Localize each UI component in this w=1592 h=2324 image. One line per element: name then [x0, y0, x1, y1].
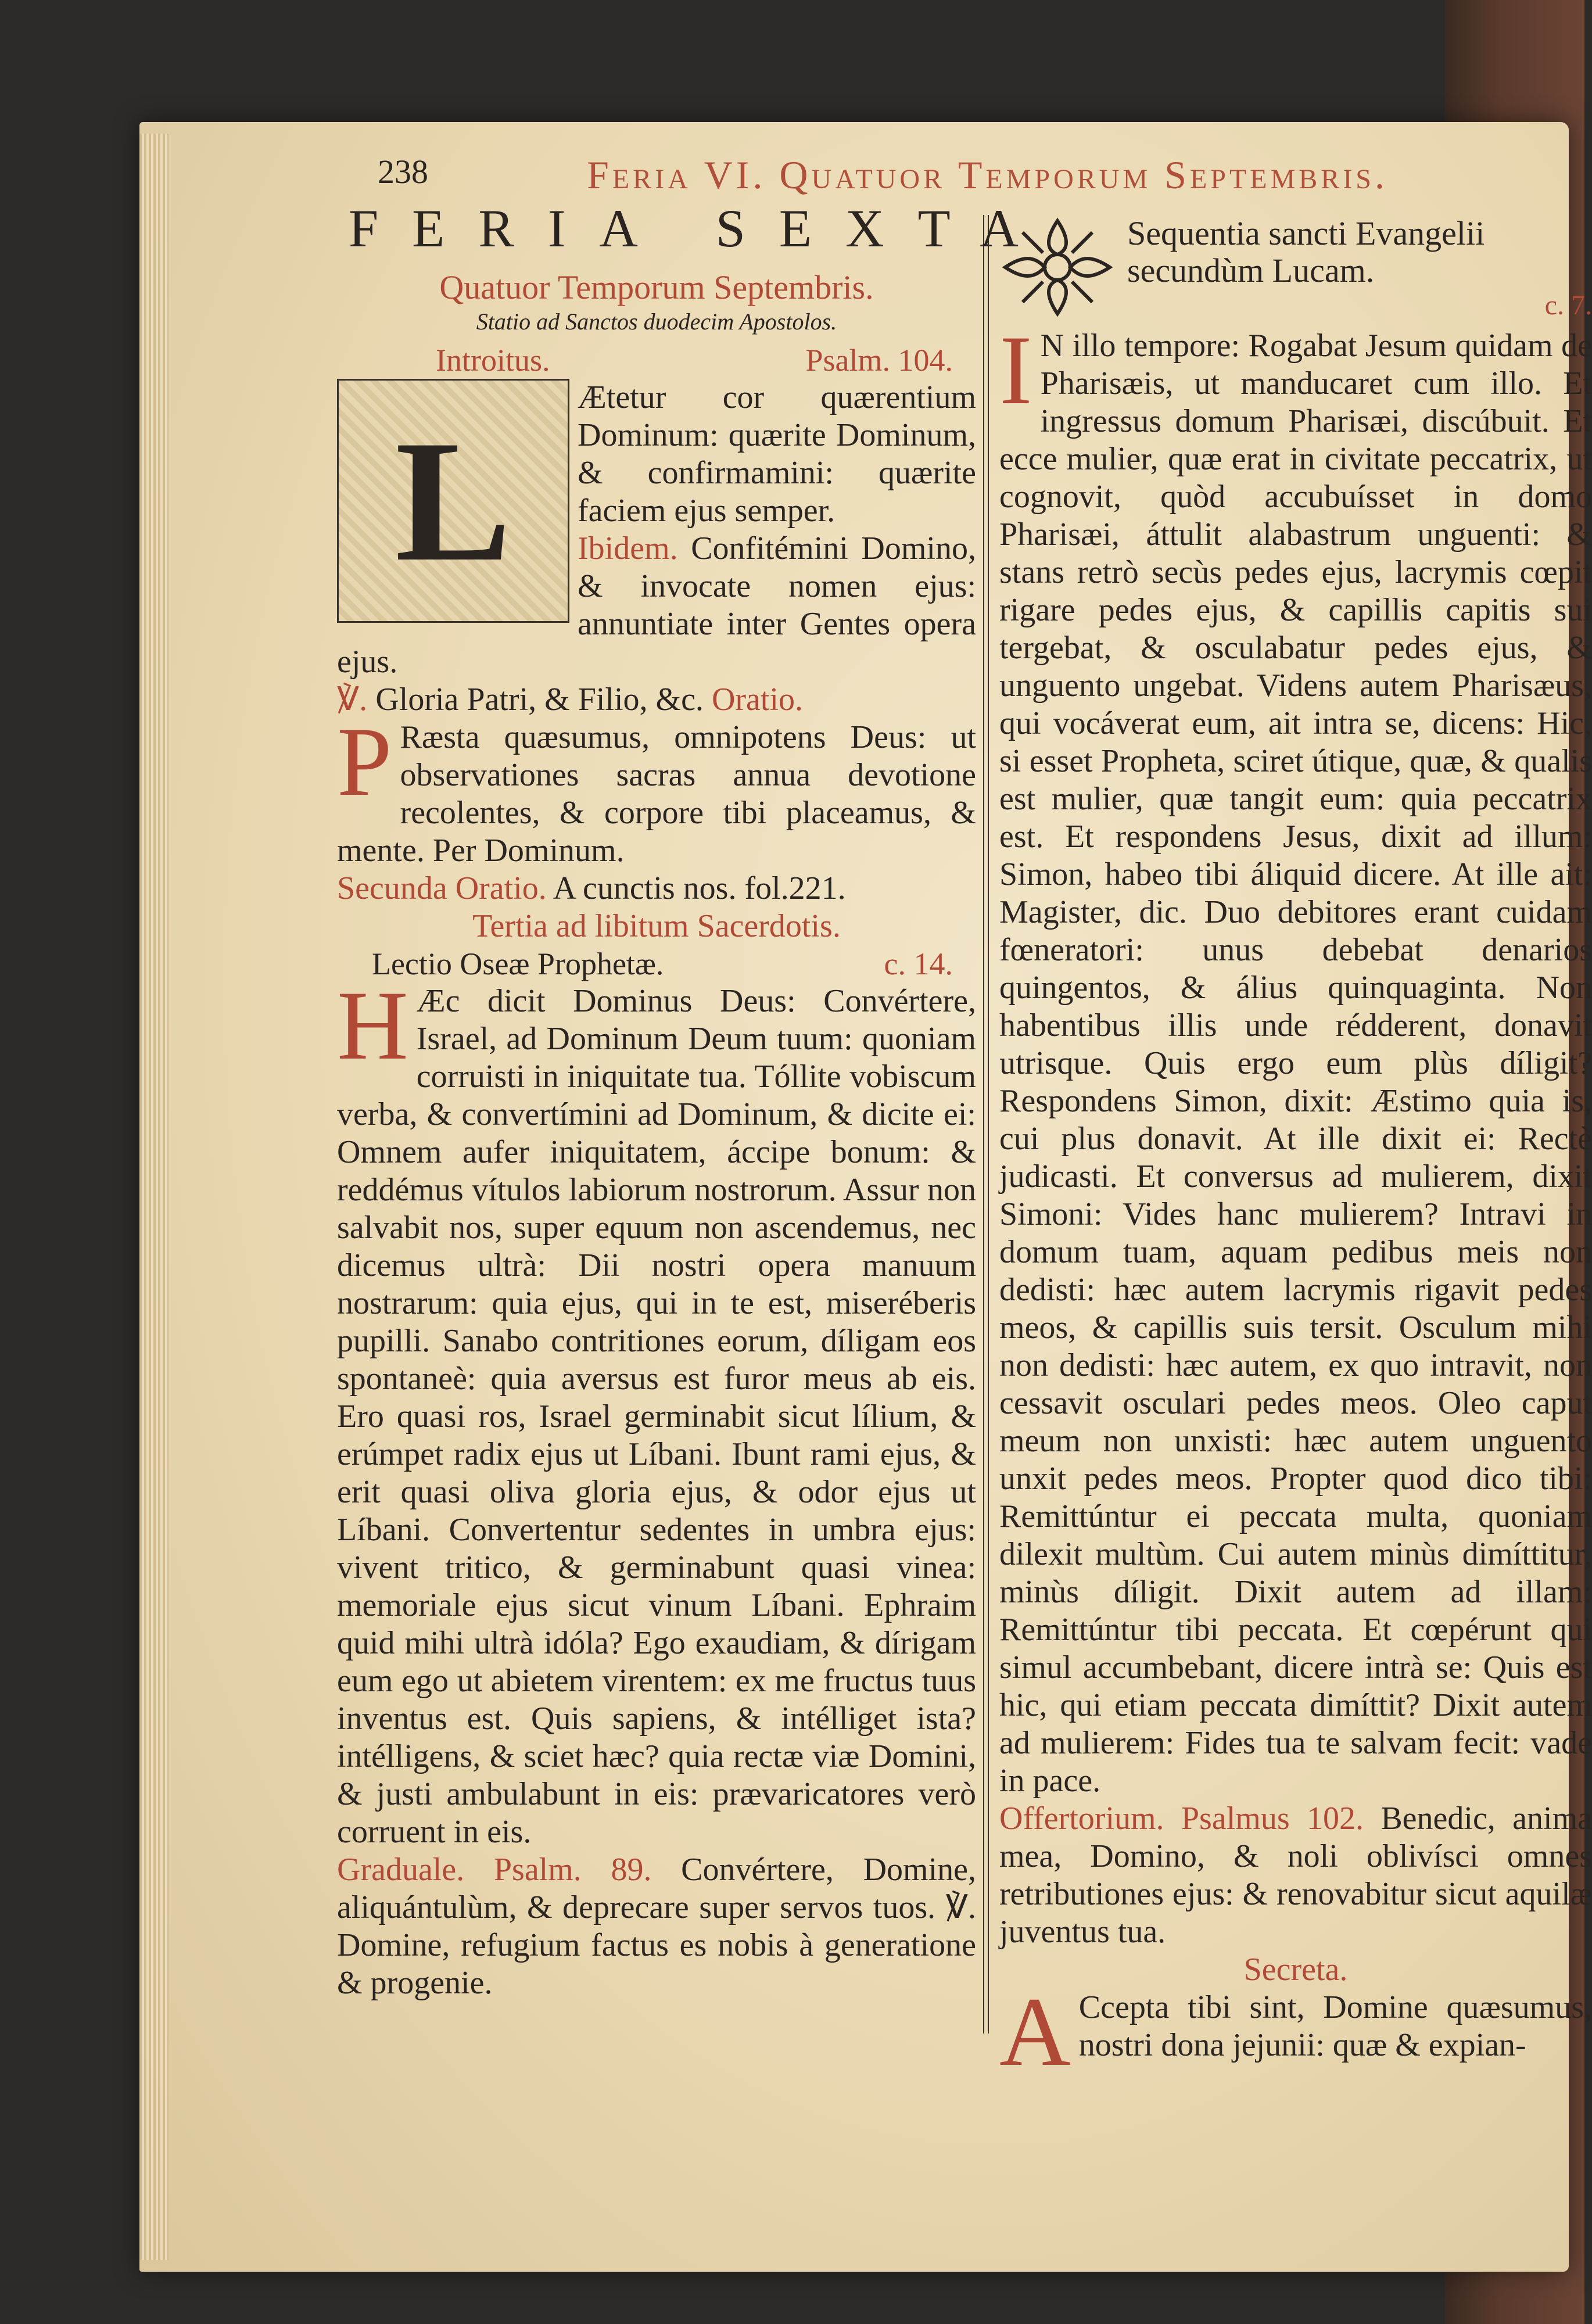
lectio-ref: c. 14. [884, 946, 953, 981]
lectio-title: Lectio Oseæ Prophetæ. [372, 946, 664, 981]
fleuron-ornament-icon [999, 215, 1116, 320]
secreta-label: Secreta. [1243, 1952, 1348, 1988]
graduale-label: Graduale. Psalm. 89. [337, 1852, 652, 1888]
feria-heading: FERIA SEXTA [349, 199, 1052, 258]
gospel-ref: c. 7. [1544, 290, 1592, 321]
right-column [999, 215, 1592, 2219]
running-title: Feria VI. Quatuor Temporum Septembris. [587, 153, 1388, 197]
lectio-text: Æc dicit Dominus Deus: Convértere, Israel, ad Dominum Deum tuum: quoniam corruisti in iniquitate tua. Tóllite vobiscum verba, & convertímini ad Dominum, & dicite ei: Omnem aufer iniquitatem, áccipe bonum: & reddémus vítulos labiorum nostrorum. Assur non salvabit nos, super equum non ascendemus, nec dicemus ultrà: Dii nostri opera manuum nostrarum: quia ejus, qui in te est, miseréberis pupilli. Sanabo contritiones eorum, díligam eos spontaneè: quia aversus est furor meus ab eis. Ero quasi ros, Israel germinabit sicut lílium, & erúmpet radix ejus ut Líbani. Ibunt rami ejus, & erit quasi oliva gloria ejus, & odor ejus ut Líbani. Convertentur sedentes in umbra ejus: vivent tritico, & germinabunt quasi vinea: memoriale ejus sicut vinum Líbani. Ephraim quid mihi ultrà idóla? Ego exaudiam, & dírigam eum ego ut abietem virentem: ex me fructus tuus inventus est. Quis sapiens, & intélliget ista? intélligens, & sciet hæc? quia rectæ viæ Domini, & justi ambulabunt in eis: prævaricatores verò corruent in eis. [337, 983, 976, 1850]
graduale-paragraph [337, 1851, 976, 2002]
introitus-label: Introitus. [436, 343, 550, 378]
running-head [378, 152, 1412, 205]
gloria-line [337, 681, 976, 719]
oratio-label: Oratio. [711, 682, 803, 718]
column-rule [983, 215, 989, 2033]
versicle-symbol: ℣. [337, 682, 368, 718]
page-number: 238 [378, 153, 428, 191]
subheading: Quatuor Temporum Septembris. [439, 268, 874, 306]
gospel-header [999, 215, 1592, 327]
ornamental-initial-l [337, 379, 569, 623]
secreta-block [999, 1977, 1592, 2086]
tertia-line: Tertia ad libitum Sacerdotis. [472, 908, 841, 944]
oratio-block [337, 707, 976, 870]
introitus-ref: Psalm. 104. [805, 343, 953, 378]
page-edges [139, 134, 168, 2260]
secunda-oratio-line [337, 870, 976, 908]
gospel-initial: I [999, 315, 1032, 425]
oratio-initial: P [337, 707, 392, 816]
secunda-text: A cunctis nos. fol.221. [553, 870, 846, 906]
offertorium-label: Offertorium. Psalmus 102. [999, 1801, 1364, 1837]
gloria-text: Gloria Patri, & Filio, &c. [375, 682, 704, 718]
lectio-block [337, 971, 976, 1851]
secreta-initial: A [999, 1977, 1071, 2086]
introitus-text: Ætetur cor quærentium Dominum: quærite Dominum, & confirmamini: quærite faciem ejus semper. [578, 379, 976, 529]
introitus-header [337, 342, 976, 379]
gospel-text: N illo tempore: Rogabat Jesum quidam de Pharisæis, ut manducaret cum illo. Et ingressus domum Pharisæi, discúbuit. Et ecce mulier, quæ erat in civitate peccatrix, ut cognovit, quòd accubuísset in domo Pharisæi, áttulit alabastrum unguenti: & stans retrò secùs pedes ejus, lacrymis cœpit rigare pedes ejus, & capillis capitis sui tergebat, & osculabatur pedes ejus, & unguento ungebat. Videns autem Pharisæus, qui vocáverat eum, ait intra se, dicens: Hic, si esset Propheta, sciret útique, quæ, & qualis est mulier, quæ tangit eum: quia peccatrix est. Et respondens Jesus, dixit ad illum: Simon, habeo tibi áliquid dicere. At ille ait: Magister, dic. Duo debitores erant cuidam fœneratori: unus debebat denarios quingentos, & álius quinquaginta. Non habentibus illis unde rédderent, donavit utrisque. Quis ergo eum plùs díligit? Respondens Simon, dixit: Æstimo quia is, cui plus donavit. At ille dixit ei: Rectè judicasti. Et conversus ad mulierem, dixit Simoni: Vides hanc mulierem? Intravi in domum tuam, aquam pedibus meis non dedisti: hæc autem lacrymis rigavit pedes meos, & capillis suis tersit. Osculum mihi non dedisti: hæc autem, ex quo intravit, non cessavit osculari pedes meos. Oleo caput meum non unxisti: hæc autem unguento unxit pedes meos. Propter quod dico tibi: Remittúntur ei peccata multa, quoniam dilexit multùm. Cui autem minùs dimíttitur, minùs díligit. Dixit autem ad illam: Remittúntur tibi peccata. Et cœpérunt qui simul accumbebant, dicere intrà se: Quis est hic, qui etiam peccata dimíttit? Dixit autem ad mulierem: Fides tua te salvam fecit: vade in pace. [999, 328, 1592, 1799]
introitus-initial: L [395, 404, 512, 597]
gospel-block [999, 315, 1592, 1800]
ibidem-label: Ibidem. [578, 530, 678, 566]
ibidem-text: Confitémini Domino, & invocate nomen ejus: annuntiate inter Gentes opera ejus. [337, 530, 976, 680]
left-column [337, 198, 1052, 2196]
statio-line: Statio ad Sanctos duodecim Apostolos. [476, 309, 837, 335]
lectio-initial: H [337, 971, 408, 1080]
oratio-text: Ræsta quæsumus, omnipotens Deus: ut observationes sacras annua devotione recolentes, & corpore tibi placeamus, & mente. Per Dominum. [337, 719, 976, 869]
gospel-heading: Sequentia sancti Evangelii secundùm Lucam. [1127, 214, 1485, 289]
offertorium-paragraph [999, 1800, 1592, 1951]
secunda-label: Secunda Oratio. [337, 870, 547, 906]
secreta-text: Ccepta tibi sint, Domine quæsumus, nostri dona jejunii: quæ & expian- [1078, 1989, 1592, 2063]
graduale-text: Convértere, Domine, aliquántulùm, & deprecare super servos tuos. ℣. Domine, refugium factus es nobis à generatione & progenie. [337, 1852, 976, 2001]
introitus-block [337, 379, 976, 681]
offertorium-text: Benedic, anima mea, Domino, & noli oblivísci omnes retributiones ejus: & renovabitur sicut aquilæ juventus tua. [999, 1801, 1592, 1950]
lectio-header [337, 945, 976, 982]
